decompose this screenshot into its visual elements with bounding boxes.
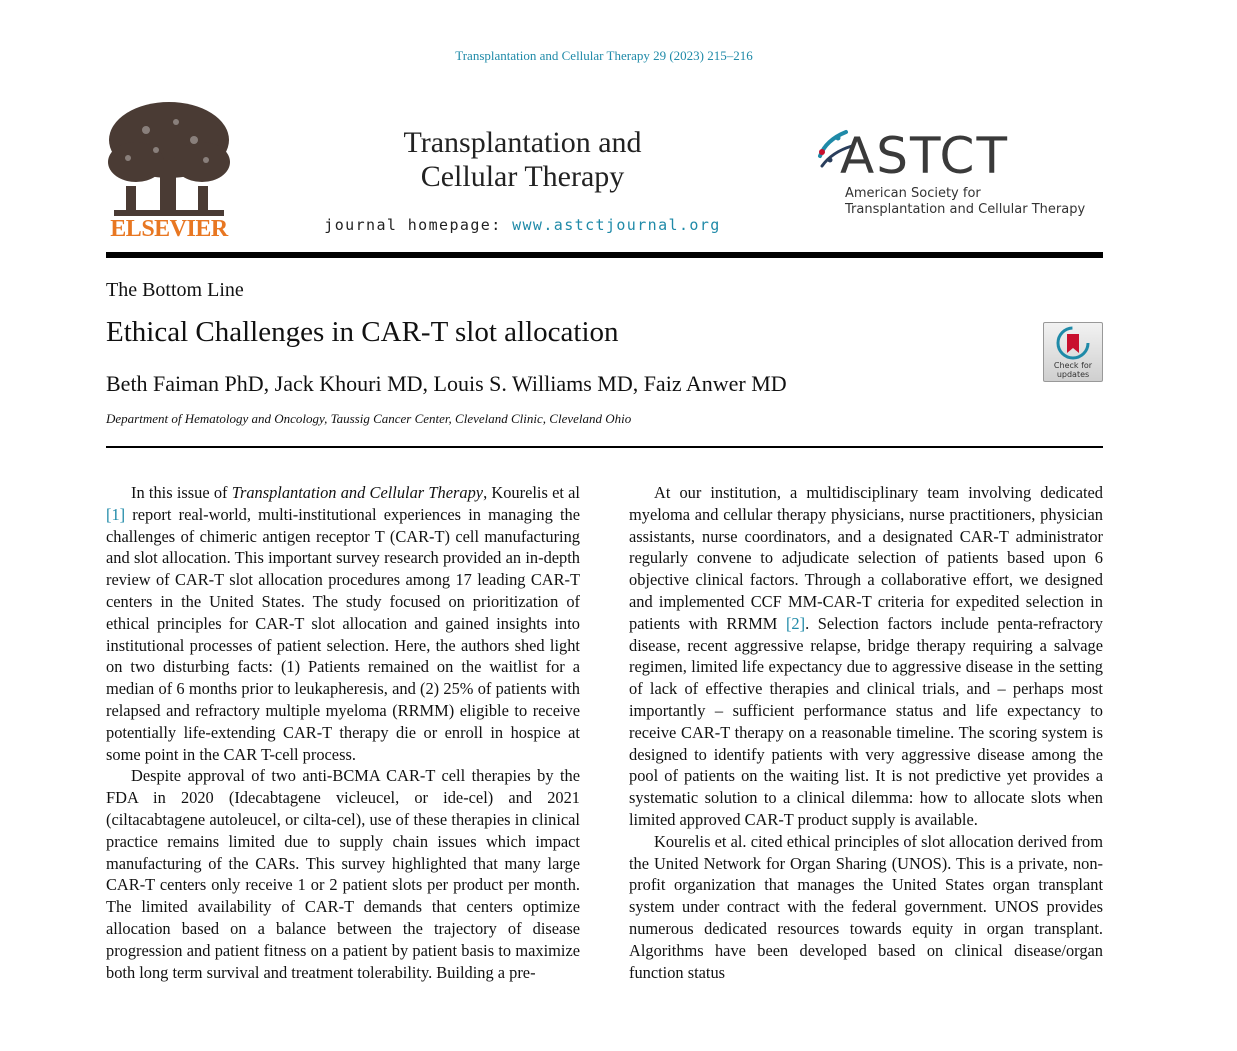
paragraph-3-text-a: At our institution, a multidisciplinary team involving dedicated myeloma and cellular therapy physicians, nurse practitioners, physician assistants, nurse coordinators, and a designated CAR-T administrator regularly convene to adjudicate selection of patients based upon 6 objective clinical factors. Through a collaborative effort, we designed and implemented CCF MM-CAR-T criteria for expedited selection in patients with RRMM	[629, 483, 1103, 633]
journal-name-italic: Transplantation and Cellular Therapy	[231, 483, 484, 502]
citation-link-1[interactable]: [1]	[106, 504, 126, 524]
homepage-label: journal homepage:	[324, 216, 513, 234]
paragraph-1-text-c: report real-world, multi-institutional experiences in managing the challenges of chimeric antigen receptor T (CAR-T) cell manufacturing and slot allocation. This important survey research provided an in-depth review of CAR-T slot allocation procedures among 17 leading CAR-T centers in the United States. The study focused on prioritization of ethical principles for CAR-T slot allocation and gained insights into institutional processes of patient selection. Here, the authors shed light on two disturbing facts: (1) Patients remained on the waitlist for a median of 6 months prior to leukapheresis, and (2) 25% of patients with relapsed and refractory multiple myeloma (RRMM) eligible to receive potentially life-extending CAR-T therapy die or enroll in hospice at some point in the CAR T-cell process.	[106, 504, 580, 764]
astct-wordmark: ASTCT	[840, 127, 1010, 185]
check-for-updates-line-1: Check for	[1053, 361, 1093, 370]
paragraph-1-text-a: In this issue of	[131, 483, 232, 502]
society-full-name-line-1: American Society for	[845, 186, 981, 201]
paragraph-3	[629, 482, 1103, 831]
paragraph-1	[106, 482, 580, 765]
author-list[interactable]: Beth Faiman PhD, Jack Khouri MD, Louis S. Williams MD, Faiz Anwer MD	[106, 371, 787, 396]
society-full-name	[845, 186, 1085, 218]
article-title: Ethical Challenges in CAR-T slot allocation	[106, 316, 619, 348]
body-column-left	[106, 482, 580, 983]
abstract-rule	[106, 446, 1103, 448]
check-for-updates-button[interactable]	[1043, 322, 1103, 382]
journal-citation[interactable]: Transplantation and Cellular Therapy 29 (2023) 215–216	[455, 48, 753, 63]
journal-title	[300, 126, 745, 194]
check-for-updates-label	[1044, 361, 1102, 379]
journal-homepage	[300, 216, 745, 234]
citation-link-2[interactable]: [2]	[785, 613, 806, 633]
journal-title-line-2: Cellular Therapy	[420, 160, 625, 193]
author-affiliation: Department of Hematology and Oncology, Taussig Cancer Center, Cleveland Clinic, Cleveland Ohio	[106, 411, 632, 426]
check-for-updates-line-2: updates	[1056, 370, 1090, 379]
paragraph-4: Kourelis et al. cited ethical principles of slot allocation derived from the United Network for Organ Sharing (UNOS). This is a private, non-profit organization that manages the United States organ transplant system under contract with the federal government. UNOS provides numerous dedicated resources towards equity in organ transplant. Algorithms have been developed based on clinical disease/organ function status	[629, 831, 1103, 982]
body-column-right	[629, 482, 1103, 983]
paragraph-3-text-b: . Selection factors include penta-refractory disease, recent aggressive relapse, bridge therapy requiring a salvage regimen, limited life expectancy due to aggressive disease in the setting of lack of effective therapies and clinical trials, and – perhaps most importantly – sufficient performance status and life expectancy to receive CAR-T therapy on a reasonable timeline. The scoring system is designed to identify patients with very aggressive disease among the pool of patients on the waiting list. It is not predictive yet provides a systematic solution to a clinical dilemma: how to allocate slots when limited approved CAR-T product supply is available.	[629, 613, 1103, 829]
bookmark-ribbon-icon	[1056, 326, 1090, 360]
section-label: The Bottom Line	[106, 279, 244, 301]
header-rule	[106, 252, 1103, 258]
elsevier-wordmark: ELSEVIER	[110, 216, 228, 242]
journal-title-line-1: Transplantation and	[403, 126, 642, 159]
paragraph-2: Despite approval of two anti-BCMA CAR-T cell therapies by the FDA in 2020 (Idecabtagene vicleucel, or ide-cel) and 2021 (ciltacabtagene autoleucel, or cilta-cel), use of these therapies in clinical practice remains limited due to supply chain issues which impact manufacturing of the CARs. This survey highlighted that many large CAR-T centers only receive 1 or 2 patient slots per product per month. The limited availability of CAR-T demands that centers optimize allocation based on a balance between the trajectory of disease progression and patient fitness on a patient by patient basis to maximize both long term survival and treatment tolerability. Building a pre-	[106, 766, 580, 982]
society-full-name-line-2: Transplantation and Cellular Therapy	[845, 202, 1086, 217]
paragraph-1-text-b: , Kourelis et al	[483, 483, 580, 502]
homepage-link[interactable]: www.astctjournal.org	[512, 216, 721, 234]
